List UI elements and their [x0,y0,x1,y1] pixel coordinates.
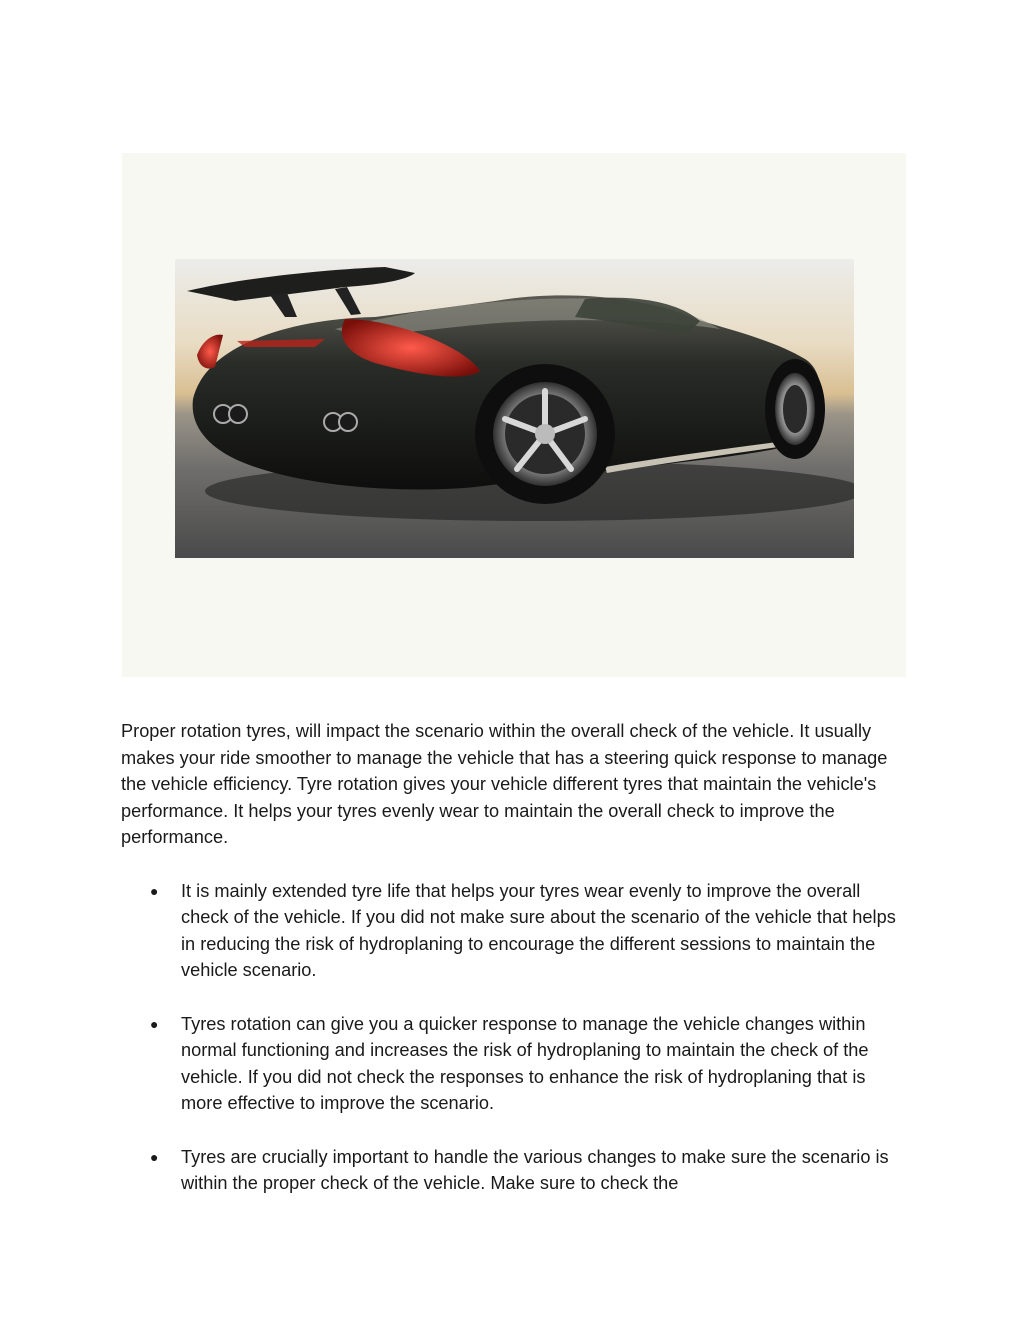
list-item [121,878,901,984]
figure-frame [122,153,906,677]
list-item-text: Tyres rotation can give you a quicker response to manage the vehicle changes within normal functioning and increases the risk of hydroplaning to maintain the check of the vehicle. If you did not check the responses to enhance the risk of hydroplaning that is more effective to improve the scenario. [181,1013,869,1114]
list-item-text: Tyres are crucially important to handle the various changes to make sure the scenario is within the proper check of the vehicle. Make sure to check the [181,1146,889,1194]
bullet-list [121,878,901,1197]
bullet-icon: ● [150,882,159,899]
list-item [121,1144,901,1197]
list-item-text: It is mainly extended tyre life that helps your tyres wear evenly to improve the overall check of the vehicle. If you did not make sure about the scenario of the vehicle that helps in reducing the risk of hydroplaning to encourage the different sessions to maintain the vehicle scenario. [181,880,896,981]
bullet-icon: ● [150,1148,159,1165]
car-photo [175,259,854,558]
article-body [121,718,901,1223]
bullet-icon: ● [150,1015,159,1032]
intro-paragraph: Proper rotation tyres, will impact the scenario within the overall check of the vehicle. It usually makes your ride smoother to manage the vehicle that has a steering quick response to manage the vehicle efficiency. Tyre rotation gives your vehicle different tyres that maintain the vehicle's performance. It helps your tyres evenly wear to maintain the overall check to improve the performance. [121,721,888,848]
list-item [121,1011,901,1117]
